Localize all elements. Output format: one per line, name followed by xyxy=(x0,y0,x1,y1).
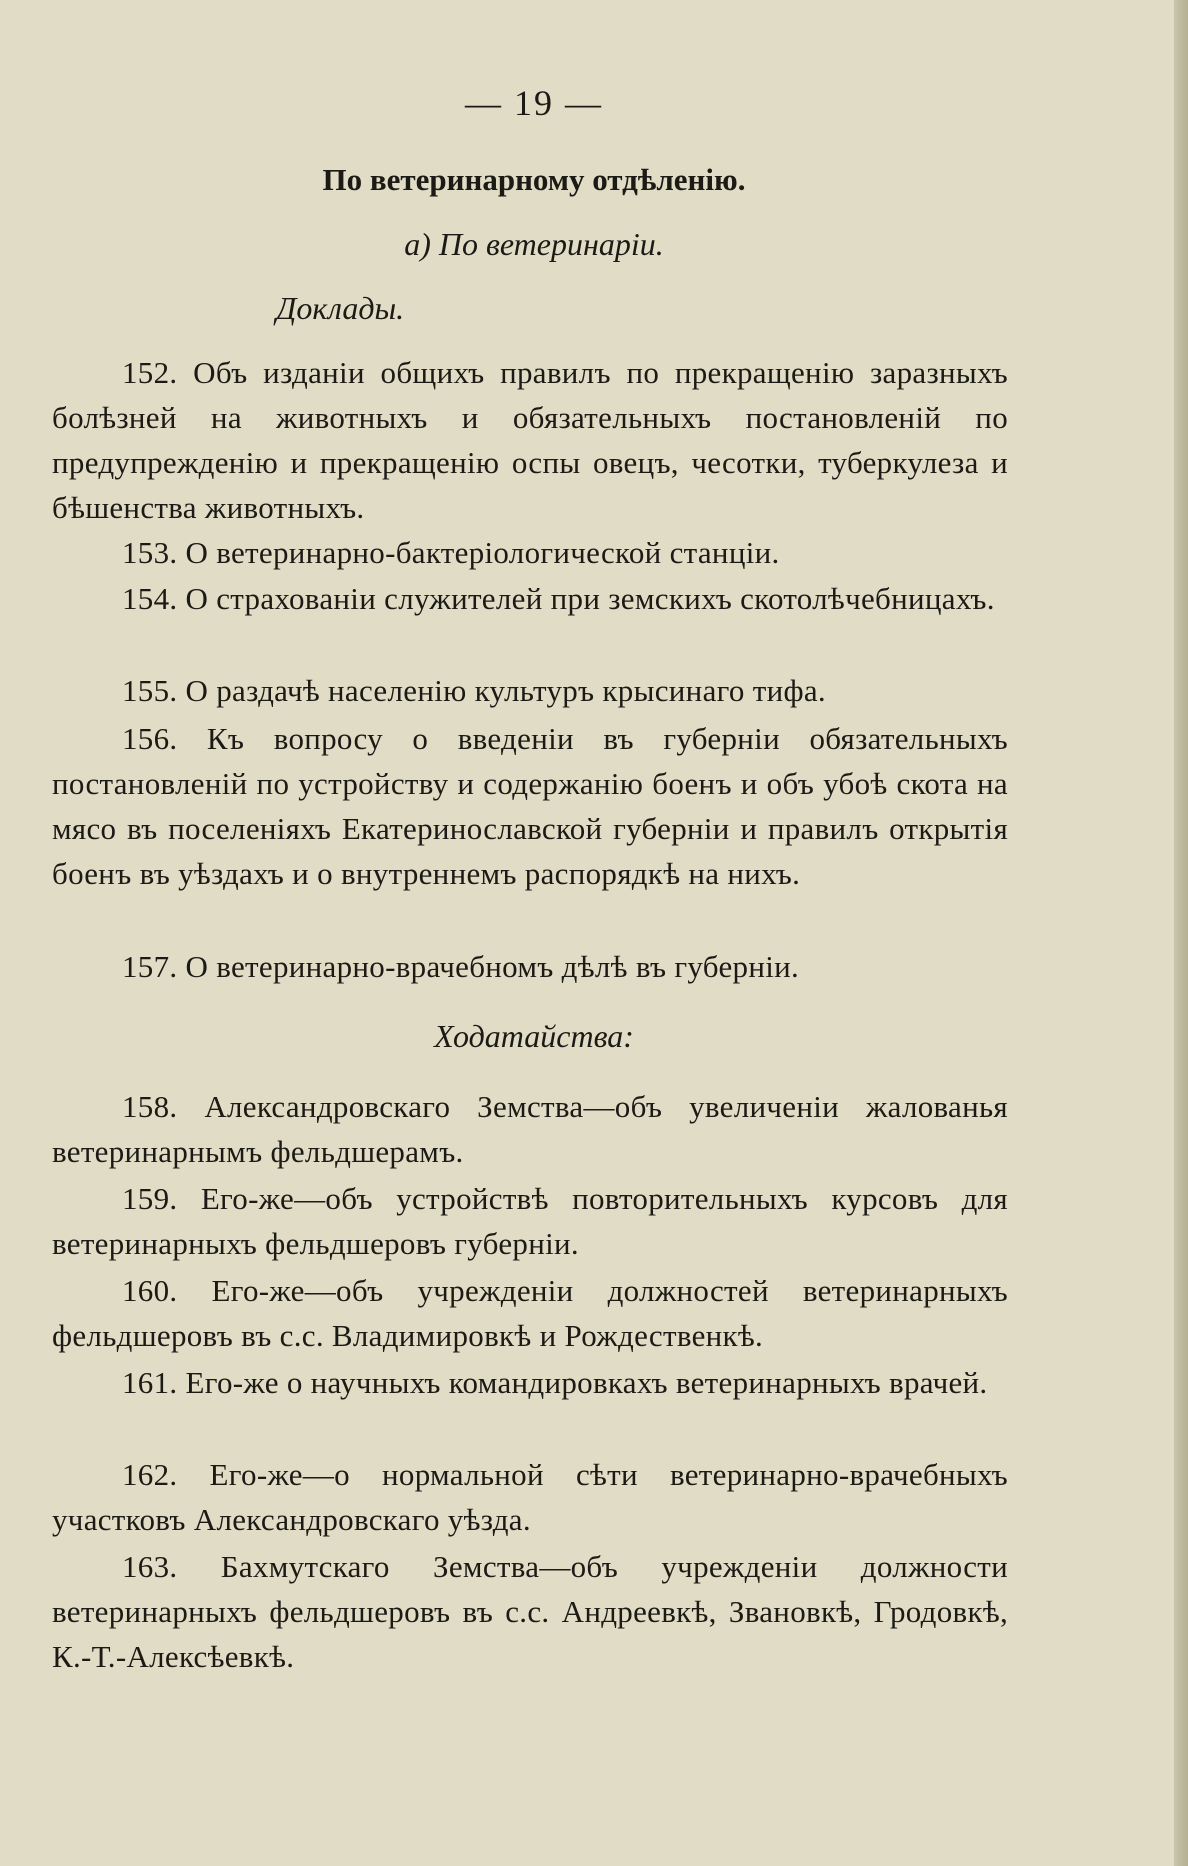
section-title: По ветеринарному отдѣленію. xyxy=(322,162,746,197)
petitions-heading: Ходатайства: xyxy=(434,1018,634,1054)
page-edge xyxy=(1174,0,1188,1866)
petition-item-163: 163. Бахмутскаго Земства—объ учрежденіи должности ветеринарныхъ фельдшеровъ въ с.с. Андреевкѣ, Звановкѣ, Гродовкѣ, К.-Т.-Алексѣевкѣ. xyxy=(52,1549,1008,1674)
report-item-157: 157. О ветеринарно-врачебномъ дѣлѣ въ губерніи. xyxy=(122,949,800,984)
subsection-title: а) По ветеринаріи. xyxy=(404,226,664,262)
reports-heading: Доклады. xyxy=(276,290,405,326)
petition-item-161: 161. Его-же о научныхъ командировкахъ ветеринарныхъ врачей. xyxy=(122,1365,988,1400)
petition-item-162: 162. Его-же—о нормальной сѣти ветеринарно-врачебныхъ участковъ Александровскаго уѣзда. xyxy=(52,1457,1008,1537)
report-item-155: 155. О раздачѣ населенію культуръ крысинаго тифа. xyxy=(122,673,826,708)
page-number: — 19 — xyxy=(465,83,603,123)
petition-item-160: 160. Его-же—объ учрежденіи должностей ветеринарныхъ фельдшеровъ въ с.с. Владимировкѣ и Рождественкѣ. xyxy=(52,1273,1008,1353)
petition-item-159: 159. Его-же—объ устройствѣ повторительныхъ курсовъ для ветеринарныхъ фельдшеровъ губерніи. xyxy=(52,1181,1008,1261)
petition-item-158: 158. Александровскаго Земства—объ увеличеніи жалованья ветеринарнымъ фельдшерамъ. xyxy=(52,1089,1008,1169)
report-item-152: 152. Объ изданіи общихъ правилъ по прекращенію заразныхъ болѣзней на животныхъ и обязательныхъ постановленій по предупрежденію и прекращенію оспы овецъ, чесотки, туберкулеза и бѣшенства животныхъ. xyxy=(52,355,1008,525)
report-item-156: 156. Къ вопросу о введеніи въ губерніи обязательныхъ постановленій по устройству и содержанію боенъ и объ убоѣ скота на мясо въ поселеніяхъ Екатеринославской губерніи и правилъ открытія боенъ въ уѣздахъ и о внутреннемъ распорядкѣ на нихъ. xyxy=(52,721,1008,891)
report-item-154: 154. О страхованіи служителей при земскихъ скотолѣчебницахъ. xyxy=(122,581,995,616)
report-item-153: 153. О ветеринарно-бактеріологической станціи. xyxy=(122,535,780,570)
